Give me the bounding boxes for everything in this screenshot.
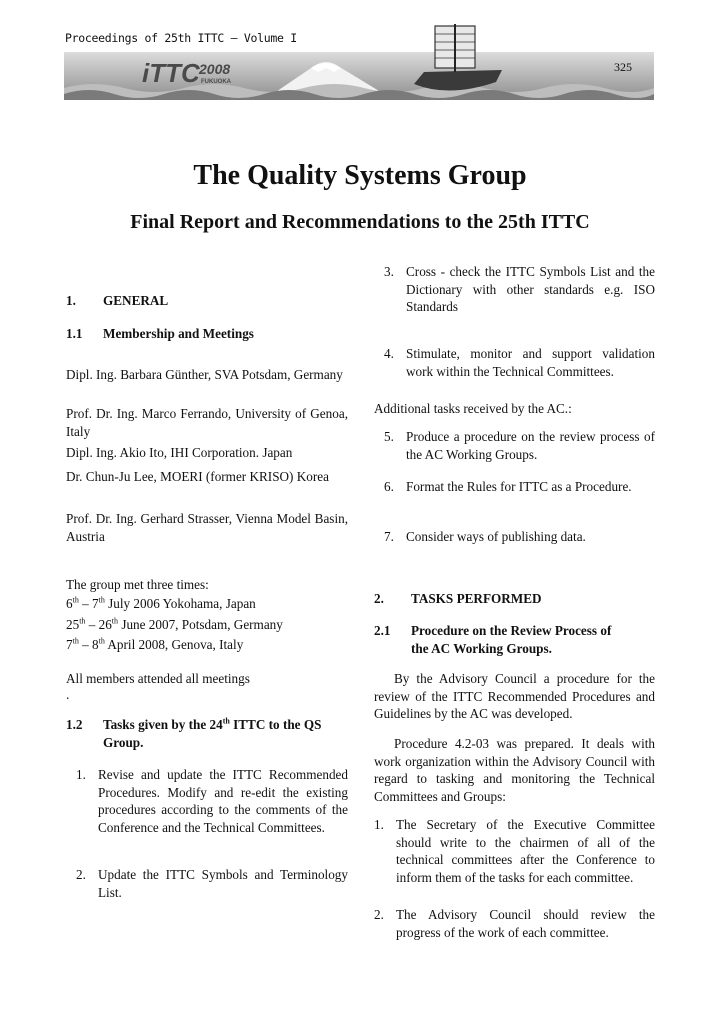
logo-year: 2008 (199, 61, 231, 77)
additional-tasks-intro: Additional tasks received by the AC.: (374, 401, 572, 416)
section-1-1-number: 1.1 (66, 326, 83, 341)
meeting-2: 25th – 26th June 2007, Potsdam, Germany (66, 616, 283, 632)
section-1-2-title: Tasks given by the 24th ITTC to the QS Group. (103, 716, 322, 750)
paragraph-1: By the Advisory Council a procedure for the review of the ITTC Recommended Procedures and Guidelines by the AC was developed. (374, 671, 655, 721)
section-1-number: 1. (66, 293, 76, 308)
section-2-1-heading (374, 622, 655, 658)
section-1-title: GENERAL (103, 293, 169, 308)
section-2-number: 2. (374, 591, 384, 606)
member-3: Dipl. Ing. Akio Ito, IHI Corporation. Japan (66, 445, 293, 460)
logo-text: iTTC (142, 58, 200, 88)
page-title: The Quality Systems Group (193, 160, 527, 191)
member-5: Prof. Dr. Ing. Gerhard Strasser, Vienna Model Basin, Austria (66, 511, 348, 544)
section-2-title: TASKS PERFORMED (411, 591, 542, 606)
stray-dot: . (66, 687, 70, 702)
member-2: Prof. Dr. Ing. Marco Ferrando, University of Genoa, Italy (66, 406, 348, 439)
logo-city: FUKUOKA (201, 79, 231, 85)
page-number: 325 (614, 60, 632, 74)
section-1-2-heading (66, 716, 348, 752)
meeting-1: 6th – 7th July 2006 Yokohama, Japan (66, 595, 256, 611)
meetings-intro: The group met three times: (66, 577, 209, 592)
section-2-1-number: 2.1 (374, 623, 391, 638)
section-1-2-number: 1.2 (66, 717, 83, 732)
meeting-3: 7th – 8th April 2008, Genova, Italy (66, 636, 244, 652)
page-subtitle: Final Report and Recommendations to the 25th ITTC (130, 211, 590, 233)
section-2-1-title: Procedure on the Review Process of the AC Working Groups. (411, 623, 612, 656)
running-head: Proceedings of 25th ITTC – Volume I (65, 31, 297, 45)
conference-banner (64, 22, 654, 106)
member-4: Dr. Chun-Ju Lee, MOERI (former KRISO) Korea (66, 469, 329, 484)
member-1: Dipl. Ing. Barbara Günther, SVA Potsdam, Germany (66, 367, 343, 382)
attendance-note: All members attended all meetings (66, 671, 250, 686)
paragraph-2: Procedure 4.2-03 was prepared. It deals with work organization within the Advisory Council with regard to tasking and monitoring the Technical Committees and Groups: (374, 736, 655, 804)
section-1-1-title: Membership and Meetings (103, 326, 254, 341)
